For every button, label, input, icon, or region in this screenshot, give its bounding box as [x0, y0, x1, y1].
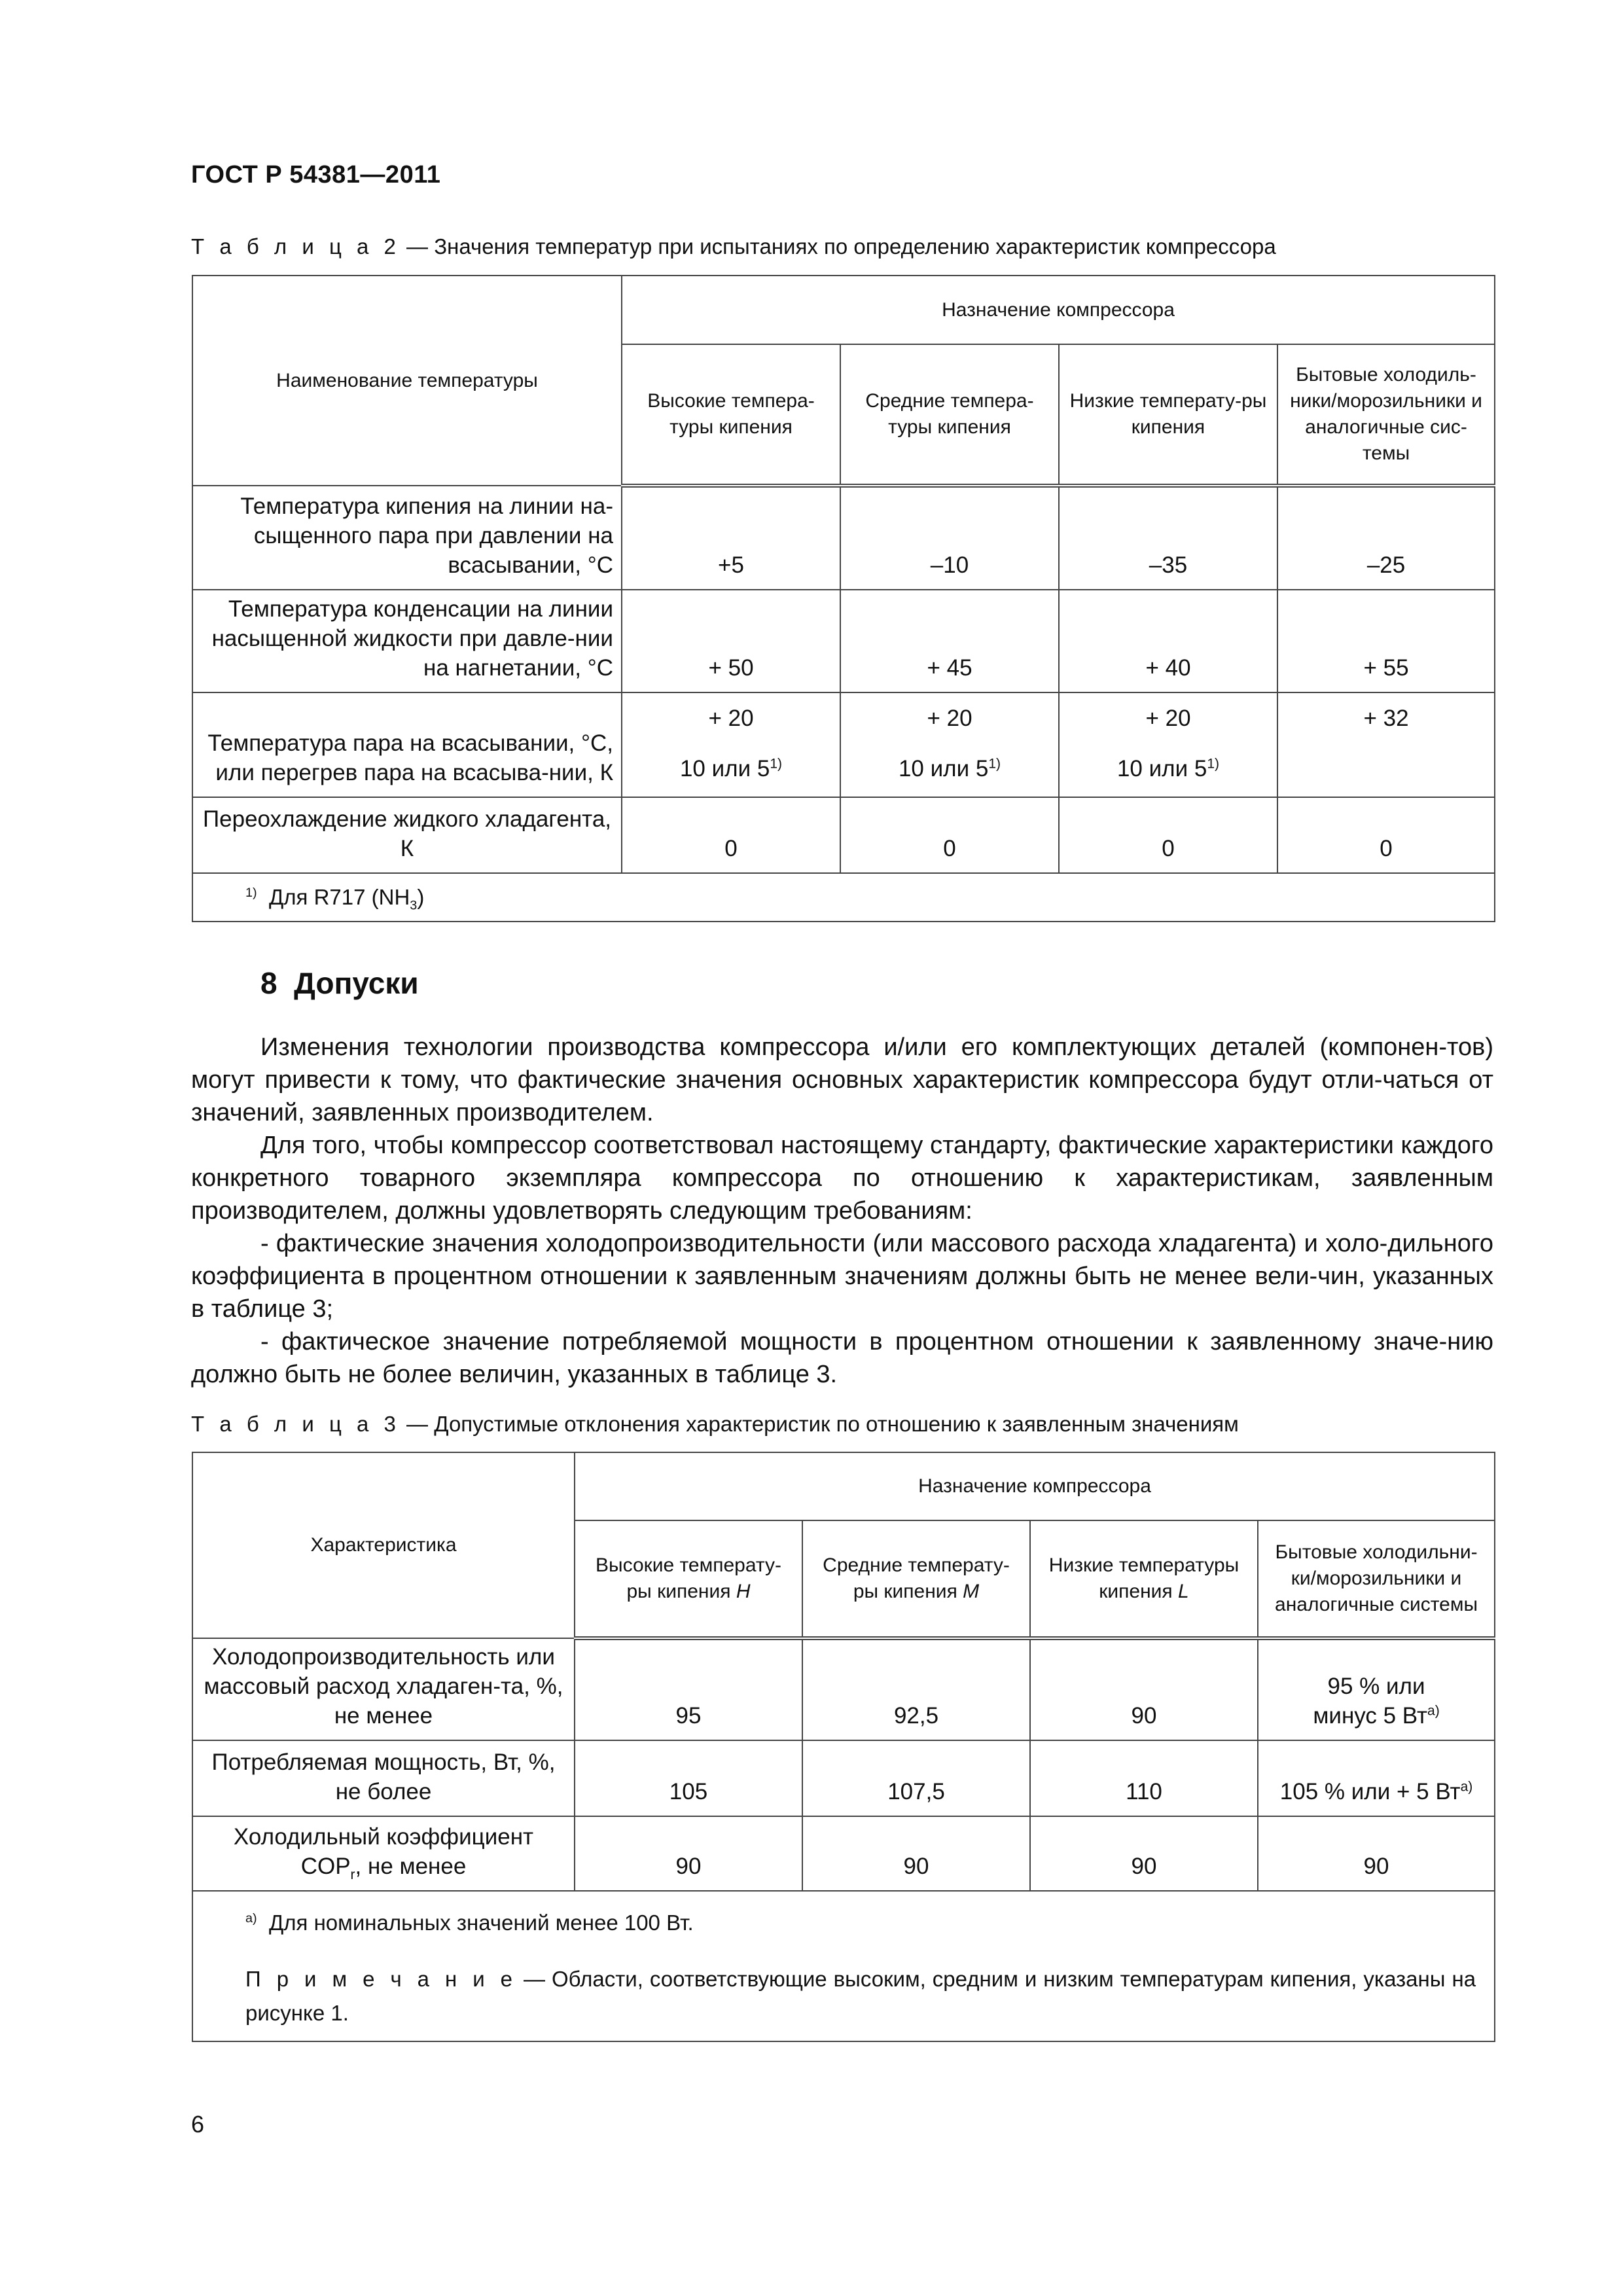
table2-cell: 0 [840, 797, 1059, 873]
table3-cell: 90 [802, 1816, 1030, 1891]
table3-cell: 95 [575, 1638, 802, 1740]
table3-header-row-label: Характеристика [192, 1452, 575, 1638]
table3-col-header: Бытовые холодильни-ки/морозильники и аналогичные системы [1258, 1520, 1495, 1638]
table3-cell: 90 [1030, 1638, 1258, 1740]
table2-caption [191, 234, 1276, 259]
table2-cell: –25 [1277, 486, 1495, 590]
table2-row-label: Температура конденсации на линии насыщенной жидкости при давле-нии на нагнетании, °С [192, 590, 622, 692]
paragraph: Изменения технологии производства компрессора и/или его комплектующих деталей (компонен-тов) могут привести к тому, что фактические значения основных характеристик компрессора будут отли-чаться от значений, заявленных производителем. [191, 1033, 1493, 1126]
table3-group-header: Назначение компрессора [575, 1452, 1495, 1520]
table3-row-label: Холодильный коэффициент $COP_r$, не менее [192, 1816, 575, 1891]
table2-cell: + 50 [622, 590, 840, 692]
table3-footnote: $^{а)}$ Для номинальных значений менее 100 Вт. [245, 1910, 694, 1935]
table2-cell: + 32 [1277, 692, 1495, 797]
table2-group-header: Назначение компрессора [622, 276, 1495, 344]
table3-footnote-and-note [192, 1891, 1495, 2041]
table2-col-header: Средние темпера-туры кипения [840, 344, 1059, 486]
table2-cell: + 20 10 или 5$^{1)}$ [840, 692, 1059, 797]
paragraph: Для того, чтобы компрессор соответствовал настоящему стандарту, фактические характеристики каждого конкретного товарного экземпляра компрессора по отношению к характеристикам, заявленным производителем, должны удовлетворять следующим требованиям: [191, 1132, 1493, 1225]
table2-row-label: Температура кипения на линии на-сыщенного пара при давлении на всасывании, °С [192, 486, 622, 590]
table2-cell: + 20 10 или 5$^{1)}$ [1059, 692, 1277, 797]
table2-row-label: Переохлаждение жидкого хладагента, К [192, 797, 622, 873]
table3-note: П р и м е ч а н и е — Области, соответствующие высоким, средним и низким температурам кипения, указаны на рисунке 1. [245, 1967, 1476, 2025]
table2-cell: –10 [840, 486, 1059, 590]
table2-col-header: Бытовые холодиль-ники/морозильники и аналогичные сис-темы [1277, 344, 1495, 486]
table3-col-header: Высокие температу-ры кипения H [575, 1520, 802, 1638]
table2-cell: 0 [1059, 797, 1277, 873]
section-heading: 8 Допуски [260, 966, 419, 1000]
table2-caption-prefix: Т а б л и ц а 2 [191, 234, 401, 259]
table-3 [192, 1452, 1495, 2042]
table2-cell: + 20 10 или 5$^{1)}$ [622, 692, 840, 797]
table2-col-header: Низкие температу-ры кипения [1059, 344, 1277, 486]
table3-caption [191, 1412, 1239, 1437]
table3-cell: 105 [575, 1740, 802, 1816]
table3-row-label: Потребляемая мощность, Вт, %, не более [192, 1740, 575, 1816]
table2-caption-text: — Значения температур при испытаниях по определению характеристик компрессора [400, 234, 1276, 259]
table-2 [192, 275, 1495, 922]
table3-cell: 90 [575, 1816, 802, 1891]
table3-cell: 105 % или + 5 $Вт^{а)}$ [1258, 1740, 1495, 1816]
table2-cell: 0 [1277, 797, 1495, 873]
table2-cell: + 45 [840, 590, 1059, 692]
table2-row-label: Температура пара на всасывании, °С, или перегрев пара на всасыва-нии, К [192, 692, 622, 797]
table3-caption-prefix: Т а б л и ц а 3 [191, 1412, 401, 1436]
table2-cell: + 40 [1059, 590, 1277, 692]
table2-cell: + 55 [1277, 590, 1495, 692]
table2-col-header: Высокие темпера-туры кипения [622, 344, 840, 486]
table3-cell: 90 [1258, 1816, 1495, 1891]
table2-cell: 0 [622, 797, 840, 873]
page-number: 6 [191, 2111, 205, 2138]
list-item: - фактические значения холодопроизводительности (или массового расхода хладагента) и холо-дильного коэффициента в процентном отношении к заявленным значениям должны быть не менее вели-чин, указанных в таблице 3; [191, 1230, 1493, 1323]
table3-cell: 95 % или минус 5 $Вт^{а)}$ [1258, 1638, 1495, 1740]
table3-col-header: Средние температу-ры кипения M [802, 1520, 1030, 1638]
table3-row-label: Холодопроизводительность или массовый расход хладаген-та, %, не менее [192, 1638, 575, 1740]
table3-cell: 90 [1030, 1816, 1258, 1891]
list-item: - фактическое значение потребляемой мощности в процентном отношении к заявленному значе-нию должно быть не более величин, указанных в таблице 3. [191, 1328, 1493, 1388]
table2-footnote: $^{1)}$ Для R717 $(NH_3)$ [192, 873, 1495, 922]
document-header: ГОСТ Р 54381—2011 [191, 161, 441, 188]
table3-caption-text: — Допустимые отклонения характеристик по отношению к заявленным значениям [400, 1412, 1239, 1436]
table3-cell: 107,5 [802, 1740, 1030, 1816]
table3-cell: 92,5 [802, 1638, 1030, 1740]
table3-cell: 110 [1030, 1740, 1258, 1816]
table3-col-header: Низкие температуры кипения L [1030, 1520, 1258, 1638]
table2-header-row-label: Наименование температуры [192, 276, 622, 486]
table2-cell: –35 [1059, 486, 1277, 590]
table2-cell: +5 [622, 486, 840, 590]
